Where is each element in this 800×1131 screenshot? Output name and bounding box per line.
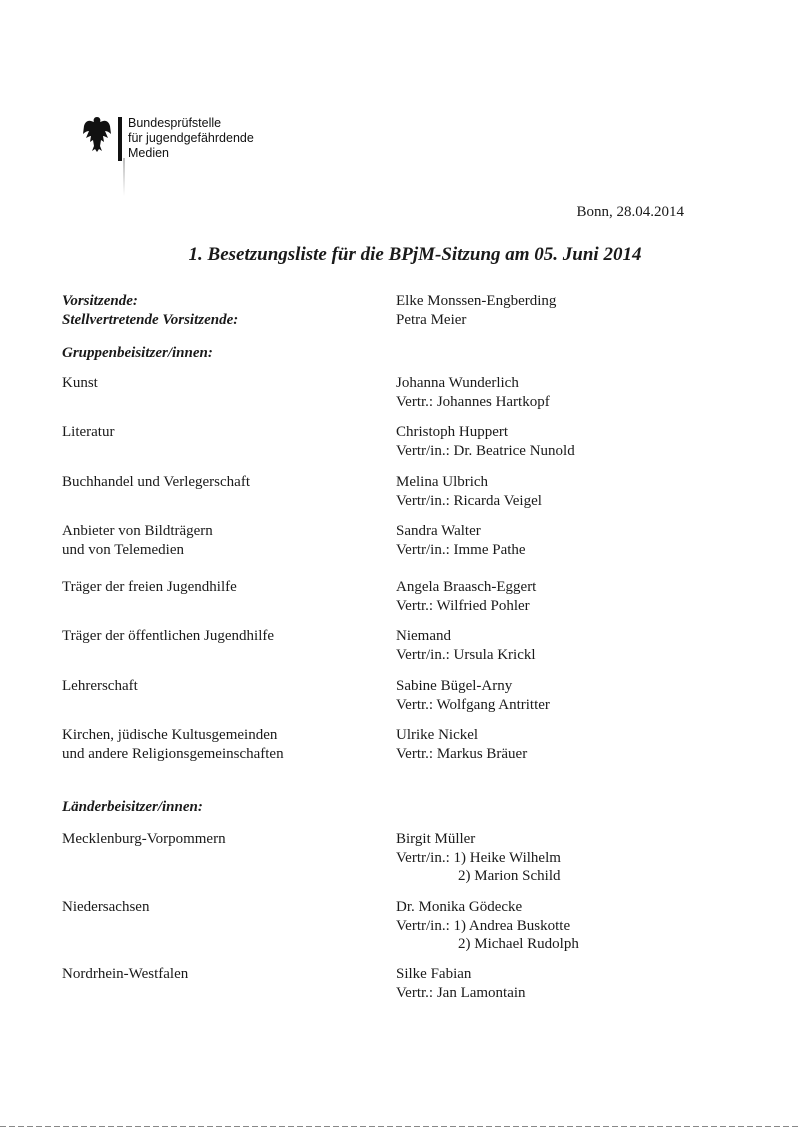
- deputy-member: Vertr.: Johannes Hartkopf: [396, 393, 550, 410]
- member-name: Ulrike Nickel: [396, 727, 479, 743]
- land-label: Niedersachsen: [62, 899, 150, 915]
- document-title: 1. Besetzungsliste für die BPjM-Sitzung am 05. Juni 2014: [188, 244, 642, 265]
- logo-bar: [118, 117, 122, 161]
- member-name: Birgit Müller: [396, 831, 476, 847]
- deputy-member: 2) Michael Rudolph: [458, 936, 579, 952]
- deputy-member: Vertr/in.: 1) Heike Wilhelm: [396, 849, 561, 866]
- group-heading: Gruppenbeisitzer/innen:: [62, 345, 213, 361]
- laender-heading: Länderbeisitzer/innen:: [62, 799, 203, 815]
- group-label: und von Telemedien: [62, 541, 184, 558]
- member-name: Christoph Huppert: [396, 424, 509, 440]
- logo-line: Bundesprüfstelle: [128, 116, 222, 130]
- deputy-member: Vertr.: Wilfried Pohler: [396, 597, 530, 614]
- group-label: Literatur: [62, 424, 115, 440]
- land-label: Mecklenburg-Vorpommern: [62, 831, 226, 847]
- deputy-member: Vertr/in.: 1) Andrea Buskotte: [396, 917, 571, 934]
- deputy-member: Vertr.: Markus Bräuer: [396, 745, 528, 762]
- member-name: Niemand: [396, 628, 451, 644]
- logo-underline: [123, 158, 125, 196]
- member-name: Melina Ulbrich: [396, 474, 489, 490]
- logo-text: [128, 116, 254, 161]
- logo-line: für jugendgefährdende: [128, 131, 254, 145]
- member-name: Angela Braasch-Eggert: [396, 579, 537, 595]
- group-label: Lehrerschaft: [62, 678, 138, 694]
- member-name: Sabine Bügel-Arny: [396, 678, 513, 694]
- group-label: Kunst: [62, 375, 98, 391]
- group-label: Kirchen, jüdische Kultusgemeinden: [62, 727, 278, 743]
- deputy-member: Vertr.: Wolfgang Antritter: [396, 696, 550, 713]
- group-label: Anbieter von Bildträgern: [62, 523, 213, 539]
- group-label: Träger der öffentlichen Jugendhilfe: [62, 628, 275, 644]
- document-date: Bonn, 28.04.2014: [576, 204, 684, 220]
- chair-label: Vorsitzende:: [62, 293, 138, 309]
- group-label: Buchhandel und Verlegerschaft: [62, 474, 250, 490]
- deputy-member: Vertr.: Jan Lamontain: [396, 984, 526, 1001]
- group-label: Träger der freien Jugendhilfe: [62, 579, 237, 595]
- deputy-member: Vertr/in.: Dr. Beatrice Nunold: [396, 442, 575, 459]
- member-name: Johanna Wunderlich: [396, 375, 519, 391]
- chair-name: Elke Monssen-Engberding: [396, 293, 557, 309]
- deputy-member: Vertr/in.: Ursula Krickl: [396, 646, 536, 663]
- member-name: Silke Fabian: [396, 966, 472, 982]
- page-edge-line: [0, 1126, 800, 1127]
- deputy-label: Stellvertretende Vorsitzende:: [62, 312, 239, 328]
- logo-line: Medien: [128, 146, 169, 160]
- deputy-member: Vertr/in.: Ricarda Veigel: [396, 492, 542, 509]
- deputy-name: Petra Meier: [396, 312, 467, 328]
- land-label: Nordrhein-Westfalen: [62, 966, 189, 982]
- group-label: und andere Religionsgemeinschaften: [62, 745, 284, 762]
- bpjm-logo: [82, 112, 254, 161]
- member-name: Sandra Walter: [396, 523, 481, 539]
- member-name: Dr. Monika Gödecke: [396, 899, 523, 915]
- deputy-member: 2) Marion Schild: [458, 868, 561, 884]
- federal-eagle-icon: [82, 114, 112, 154]
- deputy-member: Vertr/in.: Imme Pathe: [396, 541, 526, 558]
